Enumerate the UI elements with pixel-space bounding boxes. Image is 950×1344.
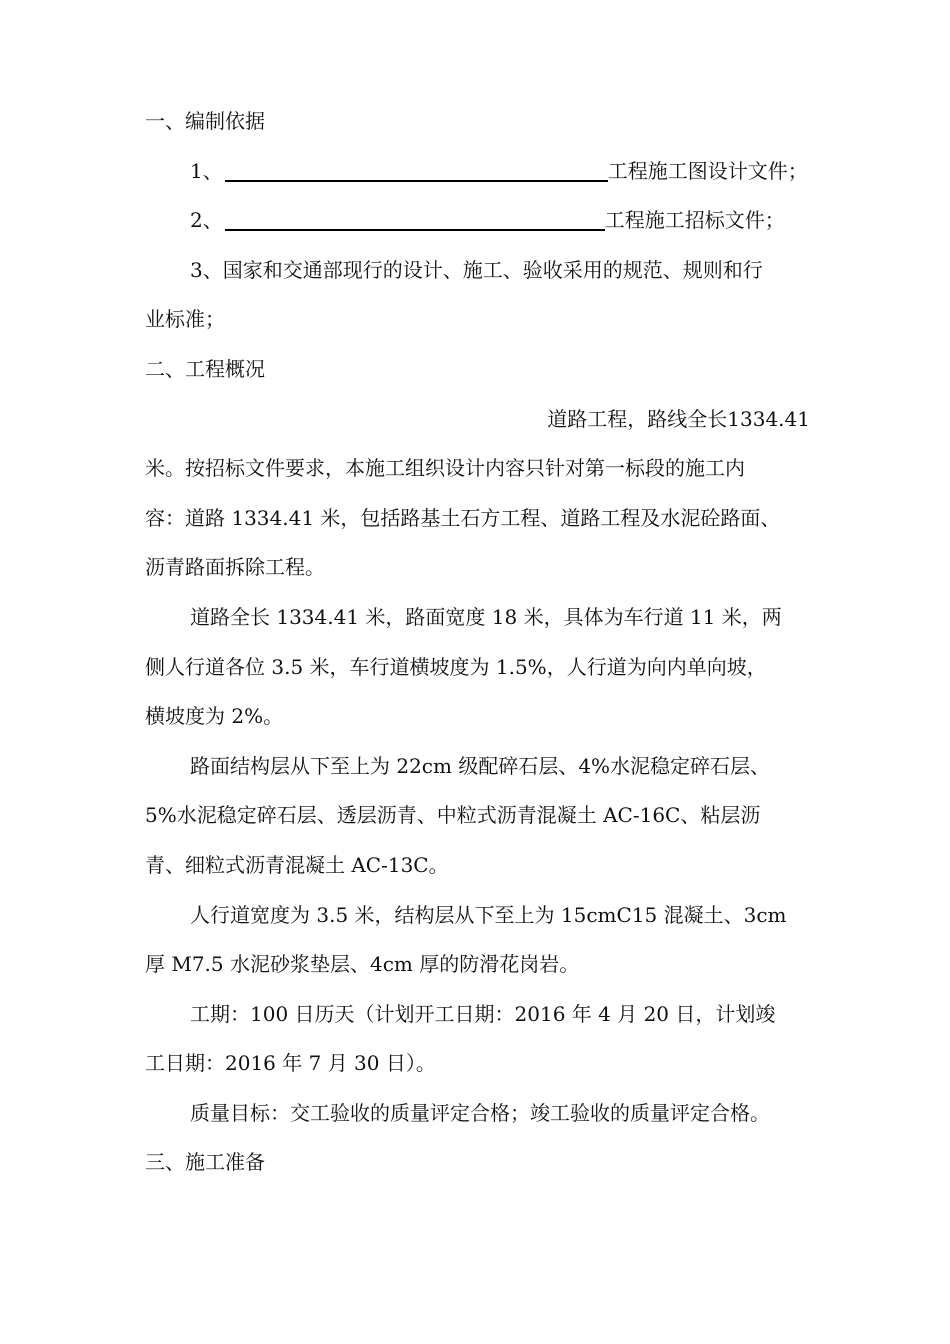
overview-para-2-line-2: 侧人行道各位 3.5 米，车行道横坡度为 1.5%，人行道为向内单向坡，	[145, 654, 767, 679]
overview-para-4-line-1: 人行道宽度为 3.5 米，结构层从下至上为 15cmC15 混凝土、3cm	[190, 902, 787, 927]
section-heading-overview: 二、工程概况	[145, 356, 265, 381]
section-heading-basis: 一、编制依据	[145, 109, 265, 133]
overview-para-3-line-1: 路面结构层从下至上为 22cm 级配碎石层、4%水泥稳定碎石层、	[190, 753, 771, 778]
overview-para-5-line-1: 工期：100 日历天（计划开工日期：2016 年 4 月 20 日，计划竣	[190, 1001, 776, 1026]
overview-para-3-line-3: 青、细粒式沥青混凝土 AC-13C。	[145, 852, 449, 877]
overview-para-5-line-2: 工日期：2016 年 7 月 30 日）。	[145, 1051, 436, 1076]
basis-item-3-line-1: 3、国家和交通部现行的设计、施工、验收采用的规范、规则和行	[190, 257, 763, 282]
overview-para-2-line-1: 道路全长 1334.41 米，路面宽度 18 米，具体为车行道 11 米，两	[190, 604, 782, 629]
blank-underline-1	[225, 152, 608, 182]
blank-underline-2	[225, 201, 605, 231]
overview-para-6-line-1: 质量目标：交工验收的质量评定合格；竣工验收的质量评定合格。	[190, 1100, 770, 1125]
overview-para-1-line-4: 沥青路面拆除工程。	[145, 555, 325, 580]
basis-item-2	[145, 196, 810, 246]
overview-para-1-line-1: 道路工程，路线全长1334.41	[547, 406, 810, 431]
overview-para-4-line-2: 厚 M7.5 水泥砂浆垫层、4cm 厚的防滑花岗岩。	[145, 952, 580, 977]
document-page	[145, 97, 810, 1188]
overview-para-1-line-2: 米。按招标文件要求，本施工组织设计内容只针对第一标段的施工内	[145, 456, 745, 481]
basis-item-2-number: 2、	[190, 208, 223, 233]
basis-item-3-line-2: 业标准；	[145, 307, 225, 332]
overview-para-2-line-3: 横坡度为 2%。	[145, 704, 284, 729]
section-heading-preparation: 三、施工准备	[145, 1150, 265, 1175]
basis-item-2-text: 工程施工招标文件；	[604, 208, 785, 233]
overview-para-3-line-2: 5%水泥稳定碎石层、透层沥青、中粒式沥青混凝土 AC-16C、粘层沥	[145, 803, 761, 828]
basis-item-1	[145, 147, 810, 197]
basis-item-1-number: 1、	[190, 158, 223, 183]
overview-para-1-line-3: 容：道路 1334.41 米，包括路基土石方工程、道路工程及水泥砼路面、	[145, 505, 781, 530]
basis-item-1-text: 工程施工图设计文件；	[607, 158, 808, 183]
